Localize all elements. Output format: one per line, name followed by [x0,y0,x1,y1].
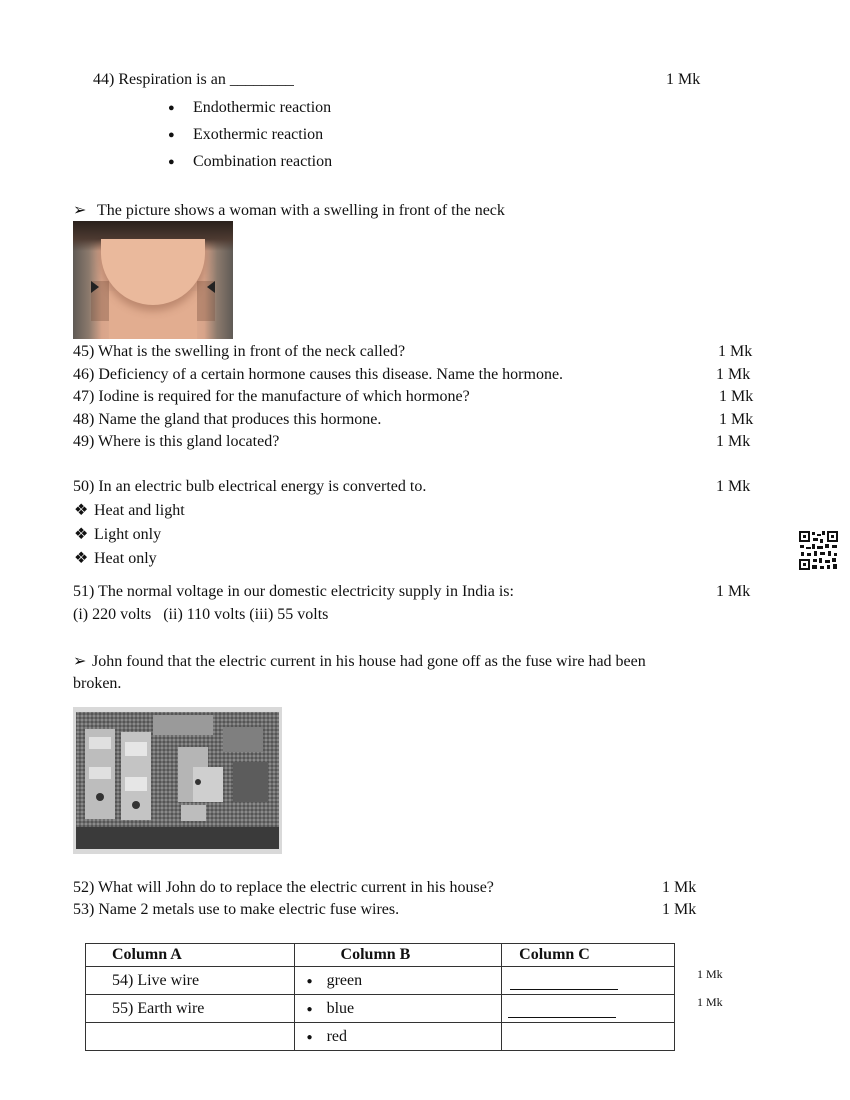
question-52: 52) What will John do to replace the electric current in his house? [73,879,494,896]
column-c-cell [502,1023,675,1051]
goitre-intro-text: The picture shows a woman with a swelling in front of the neck [97,202,505,219]
table-row [86,995,675,1023]
question-44-options [168,96,332,177]
question-55-marks: 1 Mk [697,995,723,1009]
arrow-bullet-icon: ➢ [73,202,87,219]
question-45: 45) What is the swelling in front of the neck called? [73,343,406,360]
diamond-bullet-icon: ❖ [74,526,89,543]
fuse-box-photo [73,707,282,854]
option-light-only: ❖ Light only [74,526,162,543]
column-b-cell: ● red [294,1023,502,1051]
question-51: 51) The normal voltage in our domestic electricity supply in India is: [73,583,514,600]
question-48-marks: 1 Mk [719,411,754,428]
question-47: 47) Iodine is required for the manufacture of which hormone? [73,388,470,405]
option-heat-and-light: ❖ Heat and light [74,502,185,519]
question-54-marks: 1 Mk [697,967,723,981]
question-44-marks: 1 Mk [666,71,701,88]
option-endothermic: ● Endothermic reaction [168,96,332,123]
matching-table [85,943,675,1051]
column-c-answer-blank[interactable] [502,995,675,1023]
option-heat-only: ❖ Heat only [74,550,157,567]
question-51-options: (i) 220 volts (ii) 110 volts (iii) 55 volts [73,606,329,623]
neck-swelling-photo [73,221,233,339]
option-exothermic: ● Exothermic reaction [168,123,332,150]
table-header-row [86,944,675,967]
column-b-header: Column B [294,944,502,967]
column-a-cell: 55) Earth wire [86,995,295,1023]
question-45-marks: 1 Mk [718,343,753,360]
question-44: 44) Respiration is an ________ [93,71,294,88]
arrow-bullet-icon: ➢ [73,653,87,670]
question-46-marks: 1 Mk [716,366,751,383]
question-50-marks: 1 Mk [716,478,751,495]
column-b-cell: ● blue [294,995,502,1023]
question-49: 49) Where is this gland located? [73,433,280,450]
question-52-marks: 1 Mk [662,879,697,896]
question-50: 50) In an electric bulb electrical energy is converted to. [73,478,427,495]
column-a-header: Column A [86,944,295,967]
diamond-bullet-icon: ❖ [74,502,89,519]
table-row [86,967,675,995]
question-46: 46) Deficiency of a certain hormone causes this disease. Name the hormone. [73,366,564,383]
column-a-cell [86,1023,295,1051]
arrow-right-icon [207,281,215,293]
question-53: 53) Name 2 metals use to make electric fuse wires. [73,901,400,918]
fuse-intro-line-1: ➢ John found that the electric current in his house had gone off as the fuse wire had been [73,653,646,670]
question-53-marks: 1 Mk [662,901,697,918]
column-a-cell: 54) Live wire [86,967,295,995]
column-c-header: Column C [502,944,675,967]
question-49-marks: 1 Mk [716,433,751,450]
goitre-intro [73,200,505,220]
arrow-left-icon [91,281,99,293]
fuse-intro-line-2: broken. [73,675,122,692]
table-row [86,1023,675,1051]
qr-code-icon [798,530,839,571]
column-c-answer-blank[interactable] [502,967,675,995]
question-48: 48) Name the gland that produces this hormone. [73,411,382,428]
column-b-cell: ● green [294,967,502,995]
question-47-marks: 1 Mk [719,388,754,405]
question-51-marks: 1 Mk [716,583,751,600]
diamond-bullet-icon: ❖ [74,550,89,567]
option-combination: ● Combination reaction [168,150,332,177]
